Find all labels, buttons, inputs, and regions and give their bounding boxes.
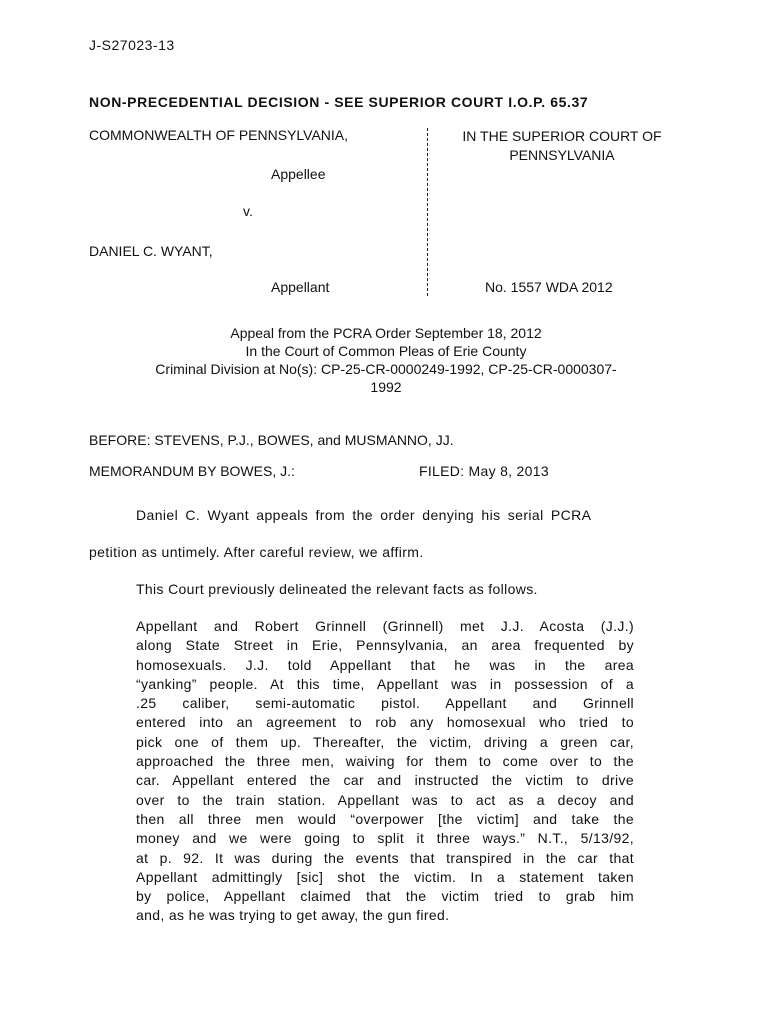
quote-line: then all three men would “overpower [the victim] and take the [136,810,634,827]
caption-divider [427,128,428,296]
filed-date: FILED: May 8, 2013 [419,463,549,479]
quote-line: at p. 92. It was during the events that transpired in the car that [136,849,634,866]
quote-line: “yanking” people. At this time, Appellant was in possession of a [136,675,634,692]
case-number: No. 1557 WDA 2012 [485,279,613,295]
non-precedential-notice: NON-PRECEDENTIAL DECISION - SEE SUPERIOR COURT I.O.P. 65.37 [89,94,589,110]
opening-paragraph-line-2: petition as untimely. After careful review, we affirm. [89,544,424,560]
quote-line: car. Appellant entered the car and instructed the victim to drive [136,772,634,789]
quote-line: and, as he was trying to get away, the gun fired. [136,907,450,924]
quote-line: pick one of them up. Thereafter, the victim, driving a green car, [136,733,634,750]
quote-line: by police, Appellant claimed that the victim tried to grab him [136,888,634,905]
quote-line: Appellant admittingly [sic] shot the victim. In a statement taken [136,868,634,885]
panel-before: BEFORE: STEVENS, P.J., BOWES, and MUSMANNO, JJ. [89,432,454,448]
appeal-line-3: Criminal Division at No(s): CP-25-CR-0000249-1992, CP-25-CR-0000307- [155,361,617,377]
appeal-line-2: In the Court of Common Pleas of Erie County [245,343,527,359]
plaintiff-role: Appellee [271,166,326,182]
memorandum-author: MEMORANDUM BY BOWES, J.: [89,463,295,479]
quote-line: entered into an agreement to rob any homosexual who tried to [136,714,634,731]
court-name-line-2: PENNSYLVANIA [509,147,615,163]
court-name-line-1: IN THE SUPERIOR COURT OF [462,128,662,144]
opening-paragraph-line-1: Daniel C. Wyant appeals from the order denying his serial PCRA [136,507,592,523]
block-quote [136,617,634,926]
quote-line: Appellant and Robert Grinnell (Grinnell) met J.J. Acosta (J.J.) [136,618,634,634]
appeal-line-4: 1992 [370,379,402,395]
quote-line: along State Street in Erie, Pennsylvania, an area frequented by [136,637,634,654]
appeal-line-1: Appeal from the PCRA Order September 18, 2012 [230,325,542,341]
facts-intro-paragraph: This Court previously delineated the relevant facts as follows. [136,581,538,597]
quote-line: approached the three men, waiving for them to come over to the [136,753,634,770]
quote-line: money and we were going to split it three ways.” N.T., 5/13/92, [136,830,634,847]
versus-label: v. [243,203,253,219]
defendant-role: Appellant [271,279,330,295]
plaintiff-name: COMMONWEALTH OF PENNSYLVANIA, [89,127,349,143]
court-name [446,127,678,165]
quote-line: homosexuals. J.J. told Appellant that he was in the area [136,656,634,673]
defendant-name: DANIEL C. WYANT, [89,243,213,259]
appeal-info [86,324,686,396]
quote-line: over to the train station. Appellant was to act as a decoy and [136,791,634,808]
quote-line: .25 caliber, semi-automatic pistol. Appellant and Grinnell [136,695,634,712]
docket-code: J-S27023-13 [89,37,175,53]
